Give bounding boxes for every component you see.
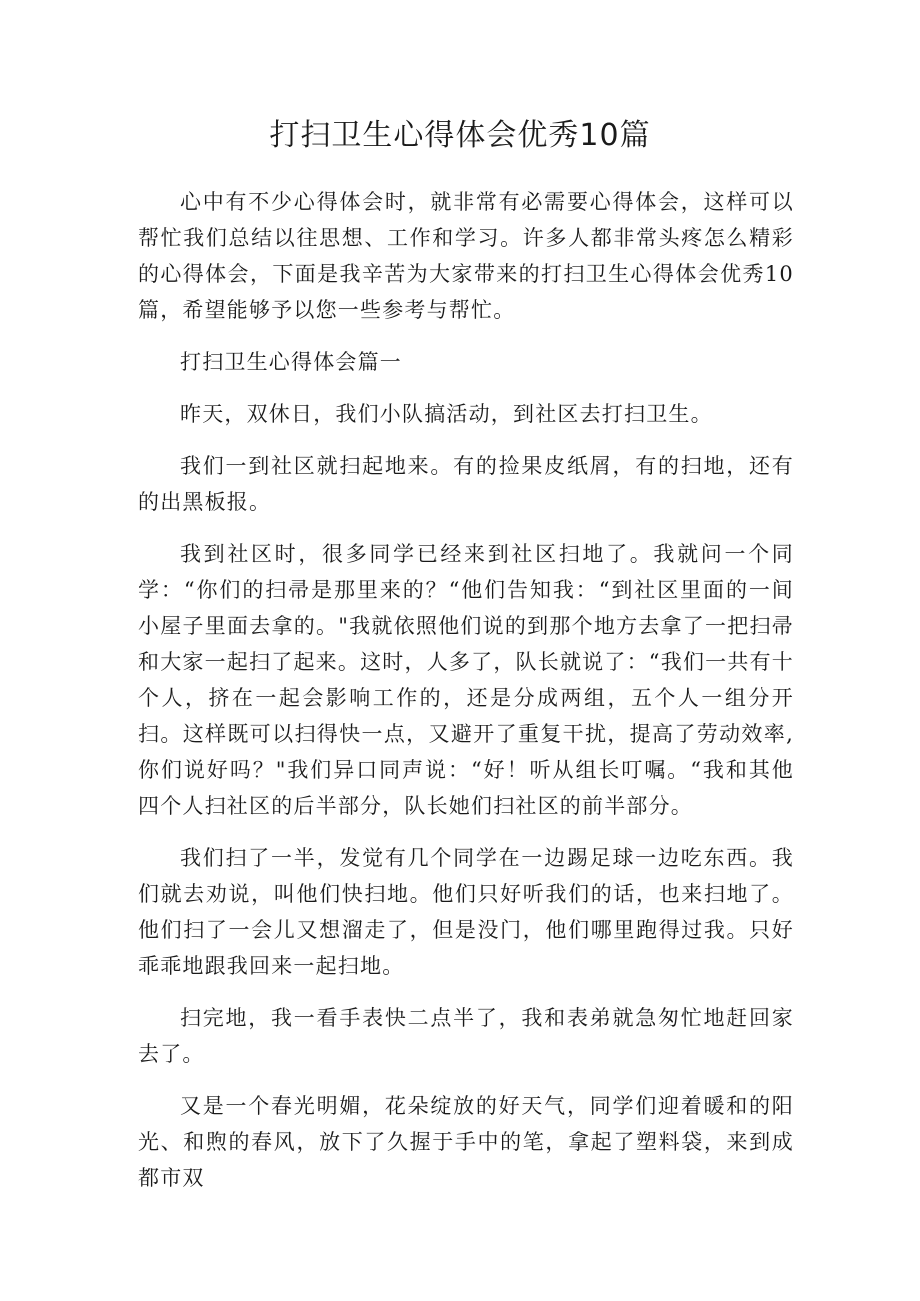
document-body — [138, 184, 794, 1212]
body-paragraph: 昨天，双休日，我们小队搞活动，到社区去打扫卫生。 — [180, 402, 713, 426]
body-paragraph: 我们扫了一半，发觉有几个同学在一边踢足球一边吃东西。我们就去劝说，叫他们快扫地。他们只好听我们的话，也来扫地了。他们扫了一会儿又想溜走了，但是没门，他们哪里跑得过我。只好乖乖地跟我回来一起扫地。 — [138, 846, 794, 978]
body-paragraph: 我们一到社区就扫起地来。有的捡果皮纸屑，有的扫地，还有的出黑板报。 — [138, 454, 794, 514]
body-paragraph: 我到社区时，很多同学已经来到社区扫地了。我就问一个同学：“你们的扫帚是那里来的？“他们告知我：“到社区里面的一间小屋子里面去拿的。"我就依照他们说的到那个地方去拿了一把扫帚和大家一起扫了起来。这时，人多了，队长就说了：“我们一共有十个人，挤在一起会影响工作的，还是分成两组，五个人一组分开扫。这样既可以扫得快一点，又避开了重复干扰，提高了劳动效率,你们说好吗？"我们异口同声说：“好！听从组长叮嘱。“我和其他四个人扫社区的后半部分，队长她们扫社区的前半部分。 — [138, 542, 794, 818]
section-heading: 打扫卫生心得体会篇一 — [180, 350, 402, 374]
intro-paragraph: 心中有不少心得体会时，就非常有必需要心得体会，这样可以帮忙我们总结以往思想、工作和学习。许多人都非常头疼怎么精彩的心得体会，下面是我辛苦为大家带来的打扫卫生心得体会优秀10篇，希望能够予以您一些参考与帮忙。 — [138, 190, 794, 322]
body-paragraph: 扫完地，我一看手表快二点半了，我和表弟就急匆忙地赶回家去了。 — [138, 1006, 794, 1066]
document-title: 打扫卫生心得体会优秀10篇 — [269, 118, 651, 153]
body-paragraph: 又是一个春光明媚，花朵绽放的好天气，同学们迎着暖和的阳光、和煦的春风，放下了久握于手中的笔，拿起了塑料袋，来到成都市双 — [138, 1094, 794, 1190]
